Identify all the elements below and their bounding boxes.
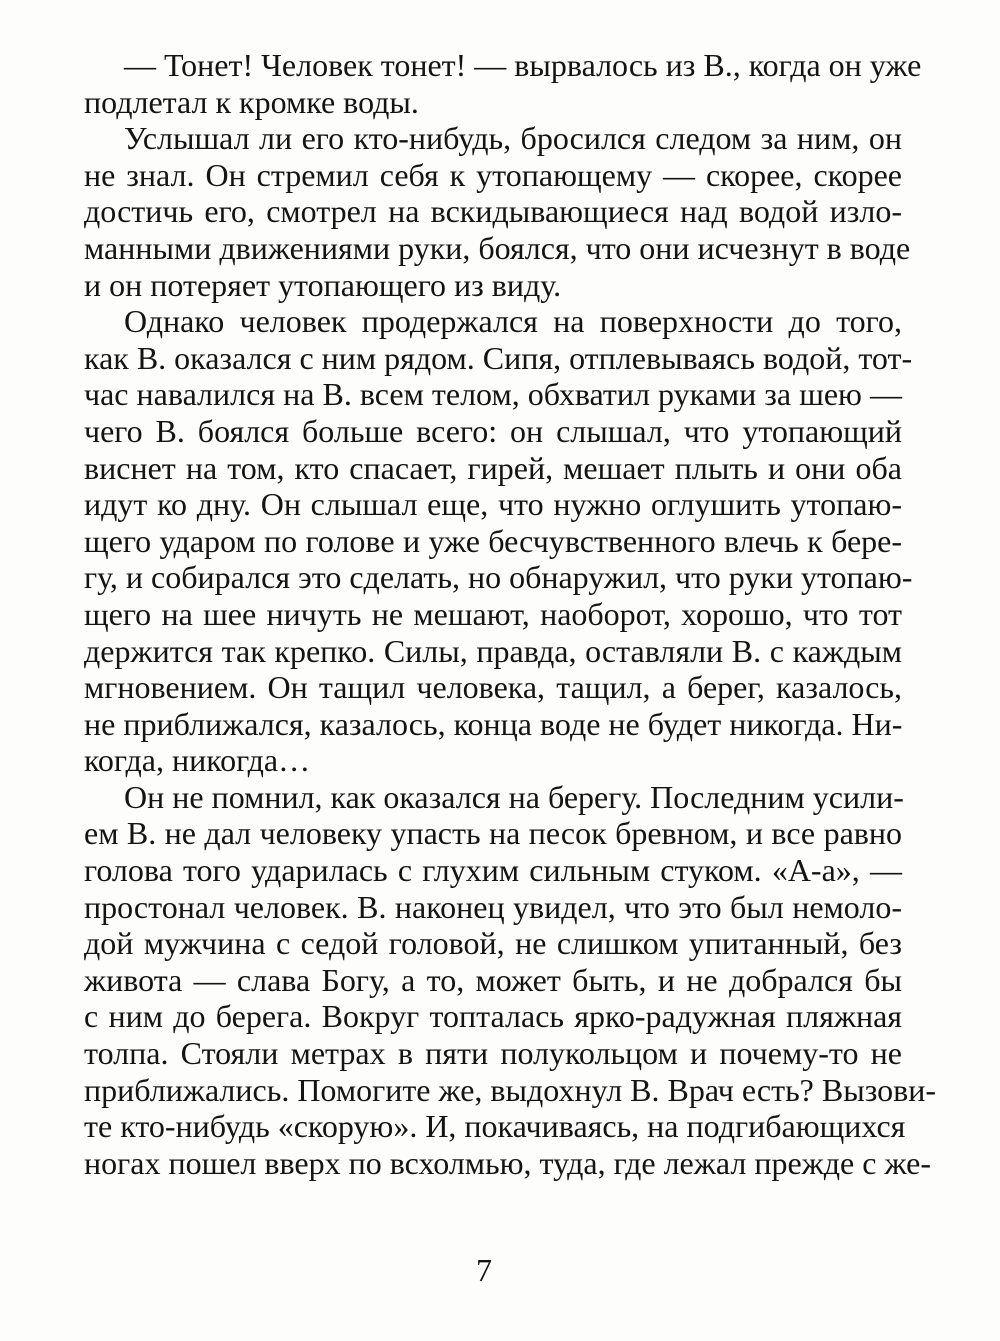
text-line: ем В. не дал человеку упасть на песок бревном, и все равно (84, 815, 902, 852)
text-line: Однако человек продержался на поверхности до того, (124, 303, 902, 340)
text-line: толпа. Стояли метрах в пяти полукольцом и почему-то не (84, 1035, 902, 1072)
text-line: как В. оказался с ним рядом. Сипя, отплевываясь водой, тот- (84, 339, 913, 376)
text-line: гу, и собирался это сделать, но обнаружил, что руки утопаю- (84, 559, 913, 596)
text-line: мгновением. Он тащил человека, тащил, а берег, казалось, (84, 669, 902, 706)
text-line: щего на шее ничуть не мешают, наоборот, хорошо, что тот (84, 595, 902, 632)
text-line: простонал человек. В. наконец увидел, что это был немоло- (84, 888, 902, 925)
text-line: не знал. Он стремил себя к утопающему — скорее, скорее (84, 156, 902, 193)
text-line: идут ко дну. Он слышал еще, что нужно оглушить утопаю- (84, 486, 902, 523)
body-text (84, 47, 937, 1181)
text-line: виснет на том, кто спасает, гирей, мешает плыть и они оба (84, 449, 902, 486)
text-line: голова того ударилась с глухим сильным стуком. «А-а», — (84, 852, 902, 889)
text-line: Услышал ли его кто-нибудь, бросился следом за ним, он (124, 120, 902, 157)
text-line: — Тонет! Человек тонет! — вырвалось из В., когда он уже (124, 47, 922, 83)
text-line: достичь его, смотрел на вскидывающиеся над водой изло- (84, 193, 902, 230)
text-line: те кто-нибудь «скорую». И, покачиваясь, на подгибающихся (84, 1108, 906, 1145)
text-line: дой мужчина с седой головой, не слишком упитанный, без (84, 925, 902, 962)
text-line: когда, никогда… (84, 742, 311, 779)
text-line: с ним до берега. Вокруг топталась ярко-радужная пляжная (84, 998, 902, 1035)
text-line: живота — слава Богу, а то, может быть, и не добрался бы (84, 961, 902, 998)
text-line: манными движениями руки, боялся, что они исчезнут в воде (84, 229, 911, 266)
text-line: и он потеряет утопающего из виду. (84, 266, 562, 303)
text-line: щего ударом по голове и уже бесчувственного влечь к бере- (84, 522, 902, 559)
text-line: час навалился на В. всем телом, обхватил руками за шею — (84, 376, 902, 413)
page-number: 7 (476, 1252, 492, 1288)
text-line: подлетал к кромке воды. (84, 83, 419, 120)
text-line: Он не помнил, как оказался на берегу. Последним усили- (124, 778, 904, 815)
text-line: приближались. Помогите же, выдохнул В. Врач есть? Вызови- (84, 1071, 937, 1108)
text-line: ногах пошел вверх по всхолмью, туда, где лежал прежде с же- (84, 1144, 931, 1181)
text-line: держится так крепко. Силы, правда, оставляли В. с каждым (84, 632, 902, 669)
text-line: чего В. боялся больше всего: он слышал, что утопающий (84, 412, 902, 449)
text-line: не приближался, казалось, конца воде не будет никогда. Ни- (84, 705, 903, 742)
